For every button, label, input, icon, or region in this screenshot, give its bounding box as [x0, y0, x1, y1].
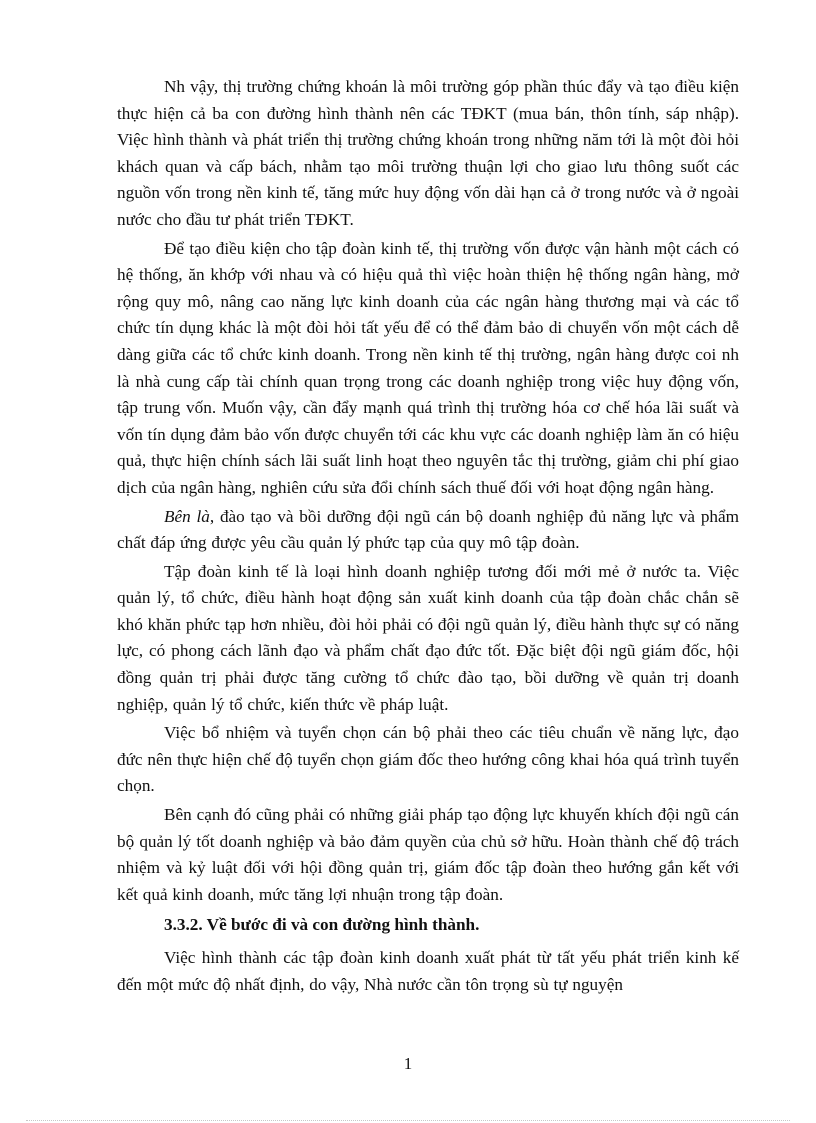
- paragraph-staff-training: [117, 504, 739, 557]
- paragraph-stock-market: Nh vậy, thị trường chứng khoán là môi trường góp phần thúc đẩy và tạo điều kiện thực hiện cả ba con đường hình thành nên các TĐKT (mua bán, thôn tính, sáp nhập). Việc hình thành và phát triển thị trường chứng khoán trong những năm tới là một đòi hỏi khách quan và cấp bách, nhằm tạo môi trường thuận lợi cho giao lưu thông suốt các nguồn vốn trong nền kinh tế, tăng mức huy động vốn dài hạn cả ở trong nước và ở ngoài nước cho đầu tư phát triển TĐKT.: [117, 77, 739, 229]
- page-number: 1: [403, 1054, 413, 1073]
- page-bottom-divider: [26, 1120, 790, 1121]
- document-body: [117, 74, 739, 1000]
- paragraph-body-text: , đào tạo và bồi dưỡng đội ngũ cán bộ doanh nghiệp đủ năng lực và phẩm chất đáp ứng được yêu cầu quản lý phức tạp của quy mô tập đoàn.: [117, 506, 739, 553]
- paragraph-incentives: Bên cạnh đó cũng phải có những giải pháp tạo động lực khuyến khích đội ngũ cán bộ quản lý tốt doanh nghiệp và bảo đảm quyền của chủ sở hữu. Hoàn thành chế độ trách nhiệm và kỷ luật đối với hội đồng quản trị, giám đốc tập đoàn theo hướng gắn kết với kết quả kinh doanh, mức tăng lợi nhuận trong tập đoàn.: [117, 805, 739, 904]
- paragraph-lead-italic: Bên là: [164, 506, 210, 526]
- paragraph-banking-system: Để tạo điều kiện cho tập đoàn kinh tế, thị trường vốn được vận hành một cách có hệ thống, ăn khớp với nhau và có hiệu quả thì việc hoàn thiện hệ thống ngân hàng, mở rộng quy mô, nâng cao năng lực kinh doanh của các ngân hàng thương mại và các tổ chức tín dụng khác là một đòi hỏi tất yếu để có thể đảm bảo di chuyển vốn một cách dễ dàng giữa các tổ chức kinh doanh. Trong nền kinh tế thị trường, ngân hàng được coi nh là nhà cung cấp tài chính quan trọng trong các doanh nghiệp trong việc huy động vốn, tập trung vốn. Muốn vậy, cần đẩy mạnh quá trình thị trường hóa cơ chế hóa lãi suất và vốn tín dụng đảm bảo vốn được chuyển tới các khu vực các doanh nghiệp làm ăn có hiệu quả, thực hiện chính sách lãi suất linh hoạt theo nguyên tắc thị trường, giảm chi phí giao dịch của ngân hàng, nghiên cứu sửa đổi chính sách thuế đối với hoạt động ngân hàng.: [117, 238, 739, 497]
- paragraph-group-management: Tập đoàn kinh tế là loại hình doanh nghiệp tương đối mới mẻ ở nước ta. Việc quản lý, tổ chức, điều hành hoạt động sản xuất kinh doanh của tập đoàn chắc chắn sẽ khó khăn phức tạp hơn nhiều, đòi hỏi phải có đội ngũ quản lý, điều hành thực sự có năng lực, có phong cách lãnh đạo và phẩm chất đạo đức tốt. Đặc biệt đội ngũ giám đốc, hội đồng quản trị phải được tăng cường tổ chức đào tạo, bồi dưỡng về quản trị doanh nghiệp, quản lý tổ chức, kiến thức về pháp luật.: [117, 561, 739, 714]
- paragraph-appointment: Việc bổ nhiệm và tuyển chọn cán bộ phải theo các tiêu chuẩn về năng lực, đạo đức nên thực hiện chế độ tuyển chọn giám đốc theo hướng công khai hóa quá trình tuyển chọn.: [117, 723, 739, 796]
- paragraph-formation-path: Việc hình thành các tập đoàn kinh doanh xuất phát từ tất yếu phát triển kinh kế đến một mức độ nhất định, do vậy, Nhà nước cần tôn trọng sù tự nguyện: [117, 948, 739, 994]
- section-heading: 3.3.2. Về bước đi và con đường hình thành.: [164, 915, 480, 935]
